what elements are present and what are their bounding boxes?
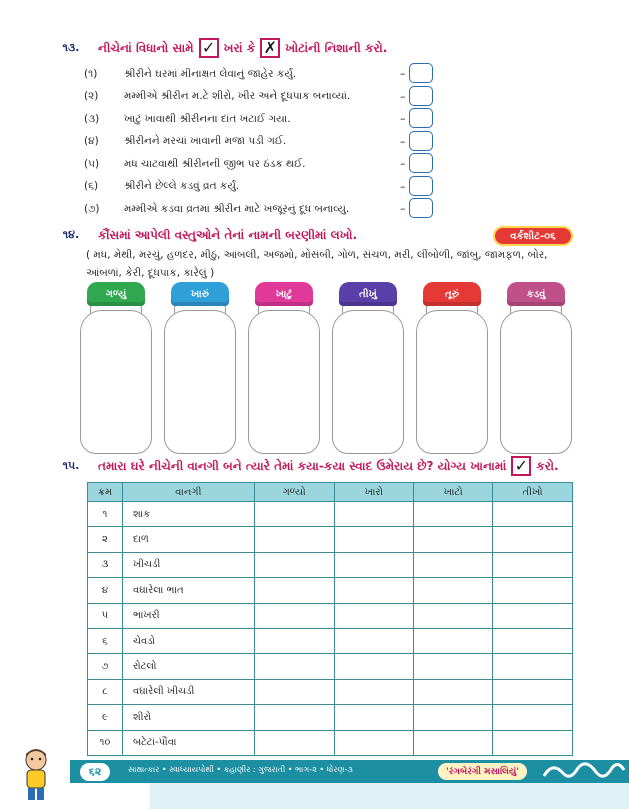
jar-body[interactable] [416,310,488,454]
wave-decoration-icon [540,760,626,783]
answer-cell[interactable] [493,578,573,603]
q13-statement-list [84,63,444,221]
q15-instruction-b: કરો. [536,458,559,473]
q15-number: ૧૫. [48,456,94,476]
answer-box[interactable] [409,198,433,218]
jar-label: ગળ્યું [87,282,145,306]
answer-cell[interactable] [493,603,573,628]
answer-cell[interactable] [493,552,573,577]
jar-bitter[interactable] [498,282,574,454]
jar-sweet[interactable] [78,282,154,454]
answer-cell[interactable] [493,730,573,755]
statement-text: મમ્મીએ કડવા વ્રતમાં શ્રીરીન માટે ખજૂરનું દૂધ બનાવ્યું. [124,202,350,215]
jar-body[interactable] [332,310,404,454]
tick-mark-icon: ✓ [199,38,219,58]
word-bank: ( મધ, મેથી, મરચું, હળદર, મીઠું, આંબલી, અજમો, મોસંબી, ગોળ, સંચળ, મરી, લીંબોળી, જાંબુ, જામફળ, બોર, આંબળાં, કેરી, દૂધપાક, કારેલું ) [86,249,548,279]
answer-cell[interactable] [334,679,414,704]
q13-heading [48,37,387,59]
dish-name: વઘારેલા ભાત [122,578,254,603]
dish-name: ભાખરી [122,603,254,628]
answer-box[interactable] [409,131,433,151]
answer-cell[interactable] [414,679,493,704]
answer-cell[interactable] [254,705,334,730]
tick-mark-icon: ✓ [511,456,531,476]
jar-astringent[interactable] [414,282,490,454]
table-row: ૩ ખીચડી [88,552,573,577]
answer-cell[interactable] [334,730,414,755]
jar-row [78,282,578,454]
q13-instruction-a: નીચેનાં વિધાનો સામે [98,40,194,55]
col-header-dish: વાનગી [122,483,254,502]
jar-body[interactable] [500,310,572,454]
statement-text: શ્રીરીને છેલ્લે કડવું વ્રત કર્યું. [124,180,240,193]
dish-name: શાક [122,502,254,527]
answer-cell[interactable] [254,654,334,679]
list-item: (૧) શ્રીરીને ઘરમાં મીનાક્ષત લેવાનું જાહેર કર્યું. – [84,63,444,86]
answer-cell[interactable] [414,502,493,527]
col-header-serial: ક્રમ [88,483,123,502]
answer-cell[interactable] [334,603,414,628]
worksheet-badge: વર્કશીટ-૦૬ [493,226,573,246]
q14-number: ૧૪. [48,225,94,245]
list-item: (૫) મધ ચાટવાથી શ્રીરીનની જીભ પર ઠંડક થઈ. – [84,153,444,176]
dish-name: ખીચડી [122,552,254,577]
dish-name: રોટલો [122,654,254,679]
jar-label: ખાટું [255,282,313,306]
dish-name: બટેટાં-પૌંવા [122,730,254,755]
col-header-salty: ખારો [334,483,414,502]
answer-cell[interactable] [254,502,334,527]
table-row: ૮ વઘારેલી ખીચડી [88,679,573,704]
page-footer [0,760,629,809]
q15-heading [48,455,559,477]
answer-cell[interactable] [493,679,573,704]
q14-heading [48,224,357,246]
list-item: (૪) શ્રીરીનને મરચાં ખાવાની મજા પડી ગઈ. – [84,131,444,154]
answer-cell[interactable] [334,552,414,577]
q14-instruction: કૌંસમાં આપેલી વસ્તુઓને તેનાં નામની બરણીમાં લખો. [98,227,358,242]
child-illustration-icon [6,746,66,806]
answer-cell[interactable] [414,628,493,653]
taste-table [87,482,573,756]
answer-cell[interactable] [414,527,493,552]
statement-text: મમ્મીએ શ્રીરીન મ.ટે શીરો, ખીર અને દૂધપાક બનાવ્યાં. [124,90,351,103]
answer-cell[interactable] [334,578,414,603]
jar-label: ખારું [171,282,229,306]
list-item: (૬) શ્રીરીને છેલ્લે કડવું વ્રત કર્યું. – [84,176,444,199]
answer-box[interactable] [409,108,433,128]
statement-text: શ્રીરીનને મરચાં ખાવાની મજા પડી ગઈ. [124,135,287,148]
statement-text: ખાટું ખાવાથી શ્રીરીનના દાંત ખટાઈ ગયા. [124,112,291,125]
answer-box[interactable] [409,63,433,83]
col-header-spicy: તીખો [493,483,573,502]
answer-cell[interactable] [254,730,334,755]
jar-label: તીખું [339,282,397,306]
table-row: ૪ વઘારેલા ભાત [88,578,573,603]
answer-cell[interactable] [493,527,573,552]
dish-name: શીરો [122,705,254,730]
jar-spicy[interactable] [330,282,406,454]
list-item: (૭) મમ્મીએ કડવા વ્રતમાં શ્રીરીન માટે ખજૂરનું દૂધ બનાવ્યું. – [84,198,444,221]
dish-name: વઘારેલી ખીચડી [122,679,254,704]
chapter-title: 'રંગબેરંગી મસાલિયું' [438,763,527,780]
q15-instruction-a: તમારા ઘરે નીચેની વાનગી બને ત્યારે તેમાં કયા-કયા સ્વાદ ઉમેરાય છે? યોગ્ય ખાનામાં [98,458,507,473]
answer-cell[interactable] [334,705,414,730]
table-row: ૧૦ બટેટાં-પૌંવા [88,730,573,755]
cross-mark-icon: ✗ [260,38,280,58]
answer-cell[interactable] [493,654,573,679]
table-row: ૭ રોટલો [88,654,573,679]
answer-cell[interactable] [334,654,414,679]
jar-label: તૂરું [423,282,481,306]
answer-cell[interactable] [414,654,493,679]
answer-box[interactable] [409,176,433,196]
statement-text: શ્રીરીને ઘરમાં મીનાક્ષત લેવાનું જાહેર કર્યું. [124,67,297,80]
table-row: ૯ શીરો [88,705,573,730]
table-row: ૫ ભાખરી [88,603,573,628]
table-row: ૬ ચેવડો [88,628,573,653]
jar-salty[interactable] [162,282,238,454]
answer-cell[interactable] [254,578,334,603]
list-item: (૩) ખાટું ખાવાથી શ્રીરીનના દાંત ખટાઈ ગયા. – [84,108,444,131]
answer-cell[interactable] [414,603,493,628]
answer-cell[interactable] [414,552,493,577]
table-header-row [88,483,573,502]
answer-cell[interactable] [254,527,334,552]
answer-cell[interactable] [414,578,493,603]
answer-cell[interactable] [334,527,414,552]
table-row: ૧ શાક [88,502,573,527]
answer-cell[interactable] [254,628,334,653]
answer-cell[interactable] [414,730,493,755]
answer-box[interactable] [409,153,433,173]
statement-text: મધ ચાટવાથી શ્રીરીનની જીભ પર ઠંડક થઈ. [124,157,306,170]
jar-body[interactable] [164,310,236,454]
answer-cell[interactable] [254,603,334,628]
answer-cell[interactable] [334,502,414,527]
q13-number: ૧૩. [48,38,94,58]
q13-instruction-b: ખરાં કે [223,40,256,55]
answer-cell[interactable] [414,705,493,730]
dish-name: દાળ [122,527,254,552]
q13-instruction-c: ખોટાંની નિશાની કરો. [285,40,388,55]
page-number: ૬૨ [80,763,110,781]
table-row: ૨ દાળ [88,527,573,552]
list-item: (૨) મમ્મીએ શ્રીરીન મ.ટે શીરો, ખીર અને દૂધપાક બનાવ્યાં. – [84,86,444,109]
answer-cell[interactable] [254,679,334,704]
answer-cell[interactable] [493,705,573,730]
answer-cell[interactable] [254,552,334,577]
jar-label: કડવું [507,282,565,306]
footer-text: સાક્ષાત્કાર • સ્વાધ્યાયપોથી • કહાણીર : ગુજરાતી • ભાગ-૨ • ધોરણ-૩ [128,765,353,774]
jar-sour[interactable] [246,282,322,454]
jar-body[interactable] [248,310,320,454]
answer-cell[interactable] [493,628,573,653]
answer-box[interactable] [409,86,433,106]
jar-body[interactable] [80,310,152,454]
col-header-sweet: ગળ્યો [254,483,334,502]
answer-cell[interactable] [493,502,573,527]
col-header-sour: ખાટો [414,483,493,502]
answer-cell[interactable] [334,628,414,653]
dish-name: ચેવડો [122,628,254,653]
